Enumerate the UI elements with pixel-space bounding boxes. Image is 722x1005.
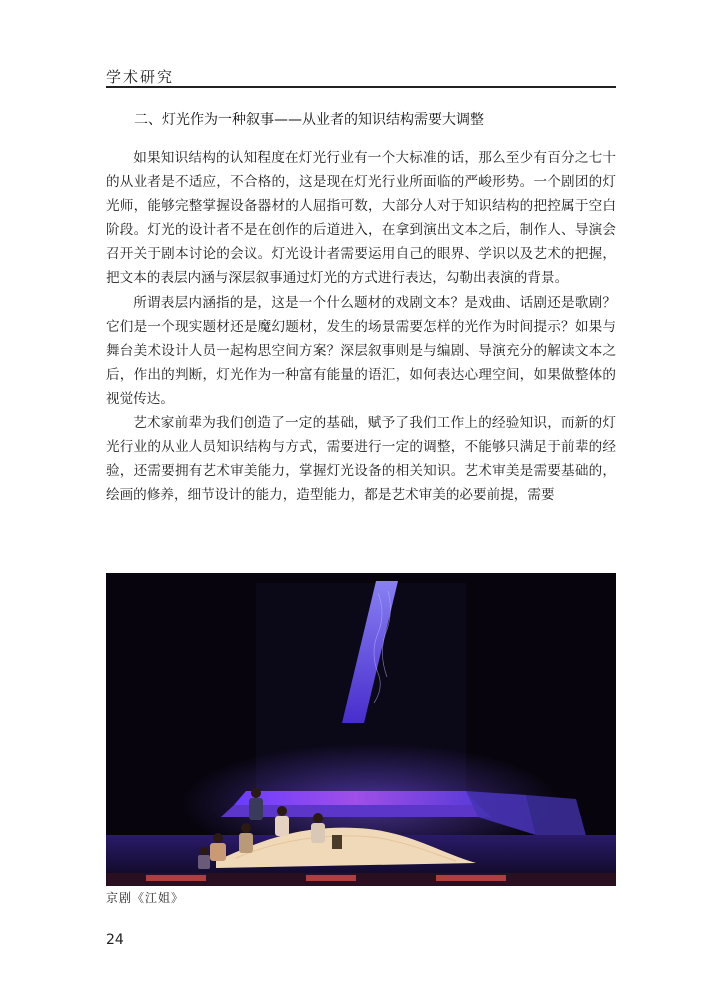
paragraph: 如果知识结构的认知程度在灯光行业有一个大标准的话，那么至少有百分之七十的从业者是不适应，不合格的，这是现在灯光行业所面临的严峻形势。一个剧团的灯光师，能够完整掌握设备器材的人屈指可数，大部分人对于知识结构的把控属于空白阶段。灯光的设计者不是在创作的后道进入，在拿到演出文本之后，制作人、导演会召开关于剧本讨论的会议。灯光设计者需要运用自己的眼界、学识以及艺术的把握，把文本的表层内涵与深层叙事通过灯光的方式进行表达，勾勒出表演的背景。 xyxy=(106,150,616,287)
section-heading: 二、灯光作为一种叙事——从业者的知识结构需要大调整 xyxy=(134,112,484,128)
header-rule xyxy=(106,86,616,88)
page-number: 24 xyxy=(106,932,124,948)
figure-caption: 京剧《江姐》 xyxy=(106,891,185,905)
paragraph: 所谓表层内涵指的是，这是一个什么题材的戏剧文本？是戏曲、话剧还是歌剧？它们是一个现实题材还是魔幻题材，发生的场景需要怎样的光作为时间提示？如果与舞台美术设计人员一起构思空间方案？深层叙事则是与编剧、导演充分的解读文本之后，作出的判断，灯光作为一种富有能量的语汇，如何表达心理空间，如果做整体的视觉传达。 xyxy=(106,294,616,407)
stage-illustration xyxy=(106,573,616,886)
article-body xyxy=(106,146,616,507)
running-header-label: 学术研究 xyxy=(106,68,175,86)
stage-photo xyxy=(106,573,616,886)
paragraph: 艺术家前辈为我们创造了一定的基础，赋予了我们工作上的经验知识，而新的灯光行业的从业人员知识结构与方式，需要进行一定的调整，不能够只满足于前辈的经验，还需要拥有艺术审美能力，掌握灯光设备的相关知识。艺术审美是需要基础的，绘画的修养，细节设计的能力，造型能力，都是艺术审美的必要前提，需要 xyxy=(106,415,616,504)
